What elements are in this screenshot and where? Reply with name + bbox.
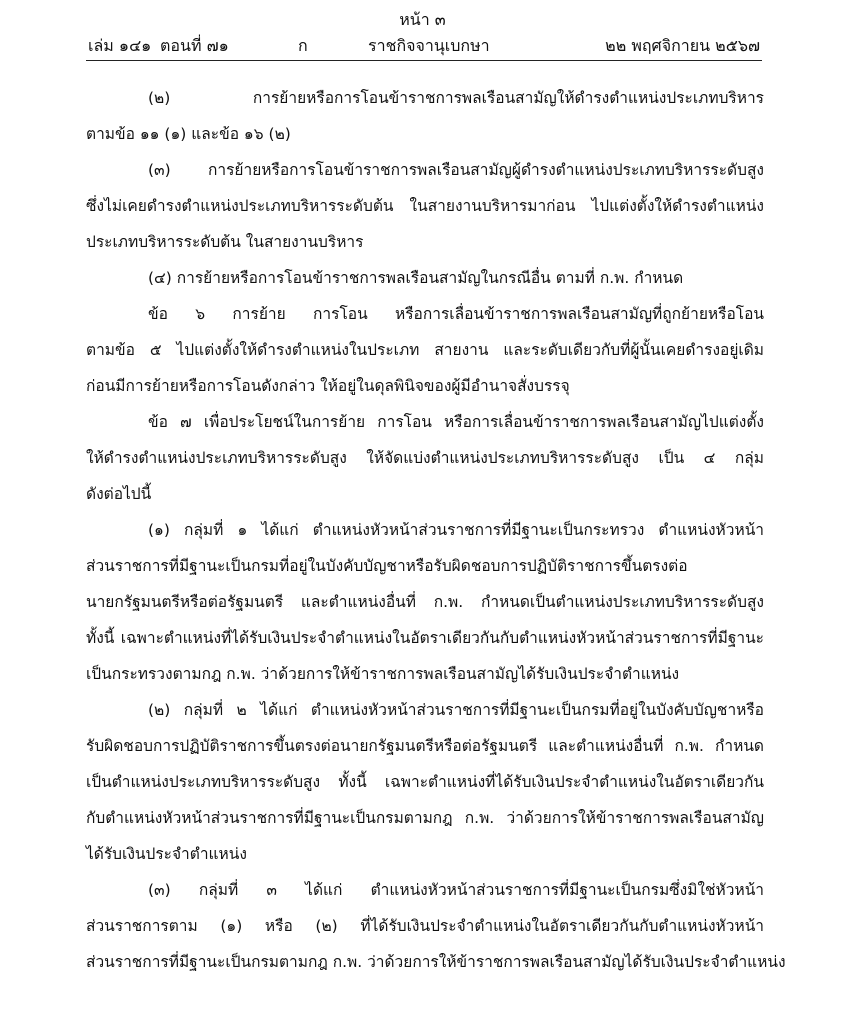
running-header [88, 34, 760, 56]
text-line: (๒) กลุ่มที่ ๒ ได้แก่ ตำแหน่งหัวหน้าส่วนราชการที่มีฐานะเป็นกรมที่อยู่ในบังคับบัญชาหรือ [148, 701, 764, 719]
text-line: ตามข้อ ๑๑ (๑) และข้อ ๑๖ (๒) [86, 125, 291, 143]
text-line: ก่อนมีการย้ายหรือการโอนดังกล่าว ให้อยู่ในดุลพินิจของผู้มีอำนาจสั่งบรรจุ [86, 377, 570, 395]
text-line: ส่วนราชการที่มีฐานะเป็นกรมตามกฎ ก.พ. ว่าด้วยการให้ข้าราชการพลเรือนสามัญได้รับเงินประจำตำแหน่ง [86, 953, 786, 971]
text-line: (๑) กลุ่มที่ ๑ ได้แก่ ตำแหน่งหัวหน้าส่วนราชการที่มีฐานะเป็นกระทรวง ตำแหน่งหัวหน้า [148, 521, 764, 539]
page-number: หน้า ๓ [399, 10, 446, 29]
text-line: ตามข้อ ๕ ไปแต่งตั้งให้ดำรงตำแหน่งในประเภท สายงาน และระดับเดียวกับที่ผู้นั้นเคยดำรงอยู่เดิม [86, 341, 764, 359]
text-line: ได้รับเงินประจำตำแหน่ง [86, 845, 247, 863]
text-line: รับผิดชอบการปฏิบัติราชการขึ้นตรงต่อนายกรัฐมนตรีหรือต่อรัฐมนตรี และตำแหน่งอื่นที่ ก.พ. กำหนด [86, 737, 764, 755]
text-line: (๓) กลุ่มที่ ๓ ได้แก่ ตำแหน่งหัวหน้าส่วนราชการที่มีฐานะเป็นกรมซึ่งมิใช่หัวหน้า [148, 881, 764, 899]
text-line: ซึ่งไม่เคยดำรงตำแหน่งประเภทบริหารระดับต้น ในสายงานบริหารมาก่อน ไปแต่งตั้งให้ดำรงตำแหน่ง [86, 197, 764, 215]
text-line: (๔) การย้ายหรือการโอนข้าราชการพลเรือนสามัญในกรณีอื่น ตามที่ ก.พ. กำหนด [148, 269, 684, 287]
text-line: ดังต่อไปนี้ [86, 485, 152, 503]
issue-number: ตอนที่ ๗๑ [160, 36, 229, 55]
volume-number: เล่ม ๑๔๑ [88, 36, 152, 55]
text-line: เป็นกระทรวงตามกฎ ก.พ. ว่าด้วยการให้ข้าราชการพลเรือนสามัญได้รับเงินประจำตำแหน่ง [86, 665, 680, 683]
text-line: (๓) การย้ายหรือการโอนข้าราชการพลเรือนสามัญผู้ดำรงตำแหน่งประเภทบริหารระดับสูง [148, 161, 764, 179]
text-line: ให้ดำรงตำแหน่งประเภทบริหารระดับสูง ให้จัดแบ่งตำแหน่งประเภทบริหารระดับสูง เป็น ๔ กลุ่ม [86, 449, 764, 467]
text-line: เป็นตำแหน่งประเภทบริหารระดับสูง ทั้งนี้ เฉพาะตำแหน่งที่ได้รับเงินประจำตำแหน่งในอัตราเดียวกัน [86, 773, 764, 791]
text-line: ข้อ ๖ การย้าย การโอน หรือการเลื่อนข้าราชการพลเรือนสามัญที่ถูกย้ายหรือโอน [148, 305, 764, 323]
gazette-name: ราชกิจจานุเบกษา [368, 36, 490, 55]
document-body [86, 80, 786, 980]
publication-date: ๒๒ พฤศจิกายน ๒๕๖๗ [605, 36, 760, 55]
text-line: ส่วนราชการที่มีฐานะเป็นกรมที่อยู่ในบังคับบัญชาหรือรับผิดชอบการปฏิบัติราชการขึ้นตรงต่อ [86, 557, 688, 575]
text-line: ส่วนราชการตาม (๑) หรือ (๒) ที่ได้รับเงินประจำตำแหน่งในอัตราเดียวกันกับตำแหน่งหัวหน้า [86, 917, 764, 935]
text-line: กับตำแหน่งหัวหน้าส่วนราชการที่มีฐานะเป็นกรมตามกฎ ก.พ. ว่าด้วยการให้ข้าราชการพลเรือนสามัญ [86, 809, 764, 827]
text-line: ข้อ ๗ เพื่อประโยชน์ในการย้าย การโอน หรือการเลื่อนข้าราชการพลเรือนสามัญไปแต่งตั้ง [148, 413, 764, 431]
text-line: (๒) การย้ายหรือการโอนข้าราชการพลเรือนสามัญให้ดำรงตำแหน่งประเภทบริหาร [148, 89, 764, 107]
text-line: ประเภทบริหารระดับต้น ในสายงานบริหาร [86, 233, 364, 251]
text-line: นายกรัฐมนตรีหรือต่อรัฐมนตรี และตำแหน่งอื่นที่ ก.พ. กำหนดเป็นตำแหน่งประเภทบริหารระดับสูง [86, 593, 764, 611]
section-letter: ก [298, 36, 308, 55]
header-divider [86, 60, 762, 61]
text-line: ทั้งนี้ เฉพาะตำแหน่งที่ได้รับเงินประจำตำแหน่งในอัตราเดียวกันกับตำแหน่งหัวหน้าส่วนราชการที่มีฐานะ [86, 629, 764, 647]
